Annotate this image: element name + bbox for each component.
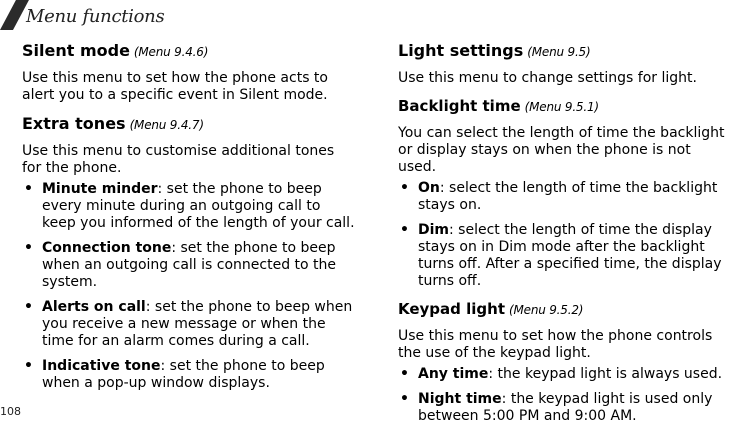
section-backlight-time [398,97,728,290]
heading-title: Backlight time [398,97,521,115]
section-heading [398,41,728,62]
option-desc: : select the length of time the backlight stays on. [418,180,718,213]
heading-title: Silent mode [22,41,130,60]
list-item [22,299,357,350]
option-term: Minute minder [42,181,158,197]
menu-reference: (Menu 9.4.7) [129,118,204,132]
option-desc: : the keypad light is used only between 5:00 PM and 9:00 AM. [418,391,713,424]
list-item [22,181,357,232]
section-keypad-light [398,300,728,425]
option-term: Alerts on call [42,299,146,315]
page-number: 108 [0,405,21,418]
option-list [398,180,728,290]
option-term: Connection tone [42,240,172,256]
header-accent-bar [0,0,29,30]
section-body: Use this menu to customise additional tones for the phone. [22,143,335,176]
list-item [398,391,728,425]
heading-title: Light settings [398,41,524,60]
option-desc: : set the phone to beep every minute during an outgoing call to keep you informed of the length of your call. [42,181,355,231]
option-term: Indicative tone [42,358,161,374]
option-desc: : the keypad light is always used. [488,366,723,382]
list-item [398,222,728,290]
option-list [22,181,357,392]
section-body: You can select the length of time the backlight or display stays on when the phone is not used. [398,125,725,175]
section-body: Use this menu to set how the phone controls the use of the keypad light. [398,328,713,361]
menu-reference: (Menu 9.5.2) [509,303,584,317]
option-desc: : select the length of time the display stays on in Dim mode after the backlight turns off. After a specified time, the display turns off. [418,222,722,289]
list-item [22,240,357,291]
section-silent-mode [22,41,357,104]
option-term: Any time [418,366,489,382]
section-light-settings [398,41,728,87]
subsection-heading [398,97,728,117]
subsection-heading [398,300,728,320]
right-column [398,41,728,435]
section-heading [22,114,357,135]
option-desc: : set the phone to beep when an outgoing call is connected to the system. [42,240,337,290]
section-heading [22,41,357,62]
option-term: Dim [418,222,450,238]
heading-title: Extra tones [22,114,126,133]
option-term: Night time [418,391,502,407]
option-list [398,366,728,425]
option-desc: : set the phone to beep when a pop-up window displays. [42,358,325,391]
option-term: On [418,180,440,196]
list-item [398,366,728,383]
option-desc: : set the phone to beep when you receive a new message or when the time for an alarm comes during a call. [42,299,353,349]
list-item [398,180,728,214]
section-body: Use this menu to change settings for light. [398,70,697,86]
left-column [22,41,357,402]
menu-reference: (Menu 9.5.1) [524,100,599,114]
menu-reference: (Menu 9.5) [527,45,591,59]
list-item [22,358,357,392]
menu-reference: (Menu 9.4.6) [133,45,209,59]
heading-title: Keypad light [398,300,505,318]
section-extra-tones [22,114,357,392]
page-header-title: Menu functions [26,6,165,27]
section-body: Use this menu to set how the phone acts to alert you to a specific event in Silent mode. [22,70,328,103]
